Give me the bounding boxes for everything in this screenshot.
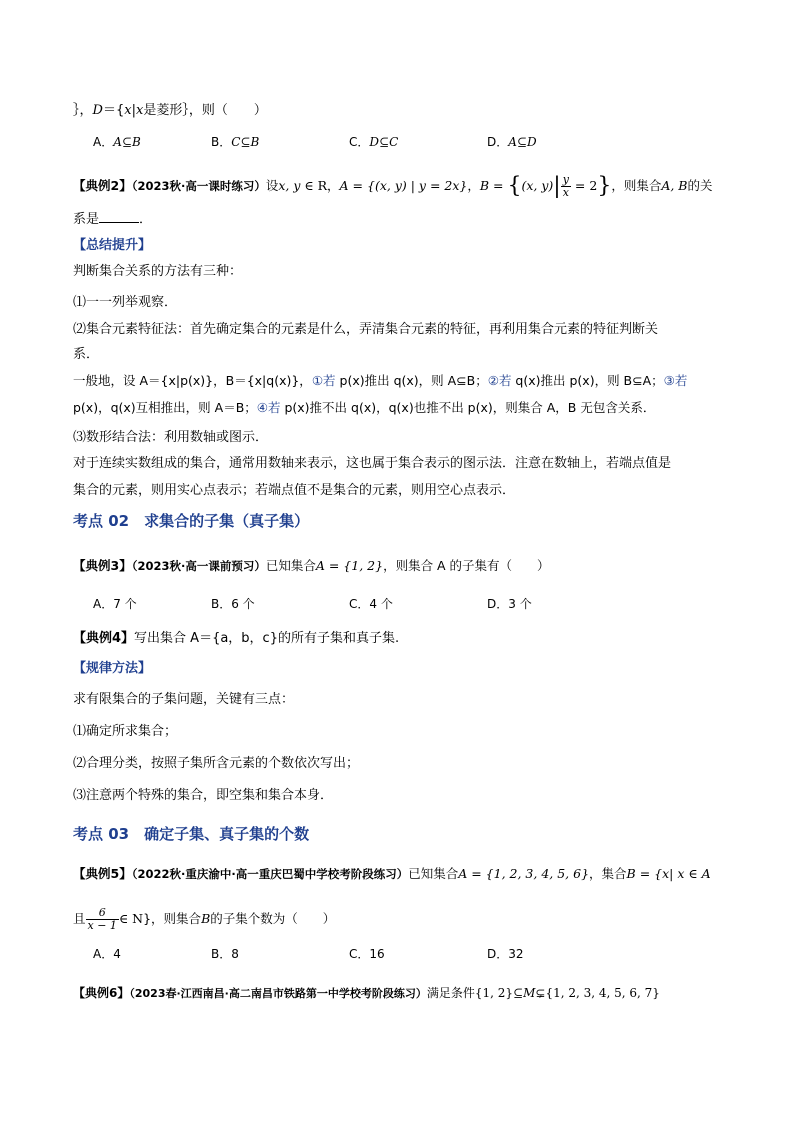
example-2 bbox=[73, 174, 713, 199]
text: p(x)推出 q(x)，则 A⊆B； bbox=[335, 373, 488, 388]
math-var: D bbox=[92, 103, 103, 118]
text: p(x)推不出 q(x)，q(x)也推不出 p(x)，则集合 A，B 无包含关系． bbox=[280, 400, 656, 415]
math-op: ⊆ bbox=[513, 986, 524, 1000]
math-var: D bbox=[526, 135, 537, 149]
example-tag: 【典例5】 bbox=[73, 866, 132, 881]
text: ②若 bbox=[487, 373, 512, 388]
text: 写出集合 A＝{a，b，c}的所有子集和真子集. bbox=[134, 631, 400, 646]
option-c[interactable]: C．16 bbox=[349, 947, 385, 961]
text: ． bbox=[139, 212, 153, 227]
math-op: ⊆ bbox=[121, 135, 132, 149]
option-label: D． bbox=[487, 135, 509, 149]
math-var: M bbox=[523, 986, 536, 1000]
example-source: （2023春·江西南昌·高二南昌市铁路第一中学校考阶段练习） bbox=[129, 987, 427, 1000]
text: 的子集个数为（ ） bbox=[210, 911, 336, 926]
example-2-line2 bbox=[73, 210, 152, 228]
math-expr: {1, 2} bbox=[474, 986, 514, 1000]
general-b bbox=[73, 400, 655, 416]
example-5 bbox=[73, 866, 711, 882]
example-source: （2022秋·重庆渝中·高一重庆巴蜀中学校考阶段练习） bbox=[131, 867, 409, 881]
method-1: ⑴一一列举观察． bbox=[73, 295, 178, 310]
option-b[interactable]: B．6 个 bbox=[211, 597, 255, 611]
text: | bbox=[131, 103, 136, 118]
example-tag: 【典例4】 bbox=[73, 631, 135, 646]
example-tag: 【典例3】 bbox=[73, 558, 132, 573]
math-var: B bbox=[250, 135, 260, 149]
rule-1: ⑴确定所求集合； bbox=[73, 724, 178, 739]
option-a[interactable] bbox=[93, 134, 141, 150]
text: 的关 bbox=[687, 178, 713, 193]
method-3: ⑶数形结合法：利用数轴或图示． bbox=[73, 430, 269, 445]
math-var: A bbox=[113, 135, 122, 149]
math-expr: A, B bbox=[661, 178, 688, 193]
option-d[interactable]: D．32 bbox=[487, 947, 524, 961]
bar: | bbox=[553, 173, 561, 199]
text: 已知集合 bbox=[408, 866, 459, 881]
math-op: ⊆ bbox=[379, 135, 390, 149]
option-label: B． bbox=[211, 135, 232, 149]
option-b[interactable]: B．8 bbox=[211, 947, 239, 961]
text: ， bbox=[467, 178, 480, 193]
example-5-line2 bbox=[73, 907, 335, 932]
option-c[interactable]: C．4 个 bbox=[349, 597, 393, 611]
math-var: D bbox=[369, 135, 380, 149]
text: 且 bbox=[73, 911, 86, 926]
right-brace: } bbox=[597, 173, 612, 199]
math-op: ⊆ bbox=[240, 135, 251, 149]
math-expr: (x, y) bbox=[521, 178, 554, 193]
text: ，集合 bbox=[589, 866, 627, 881]
left-brace: { bbox=[507, 173, 522, 199]
math-expr: ∈ R bbox=[300, 178, 328, 193]
method-2b: 系． bbox=[73, 347, 100, 362]
text: 设 bbox=[265, 178, 279, 193]
math-var: B bbox=[201, 911, 211, 926]
text: 已知集合 bbox=[265, 558, 316, 573]
option-b[interactable] bbox=[211, 134, 259, 150]
math-var: B bbox=[131, 135, 141, 149]
math-var: x bbox=[124, 103, 132, 118]
text: 一般地，设 A＝{x|p(x)}，B＝{x|q(x)}， bbox=[73, 373, 312, 388]
math-expr: ∈ N bbox=[118, 911, 144, 926]
general-a bbox=[73, 373, 687, 389]
math-expr: B = bbox=[479, 178, 508, 193]
math-expr: {1, 2, 3, 4, 5, 6, 7} bbox=[545, 986, 660, 1000]
option-a[interactable]: A．7 个 bbox=[93, 597, 137, 611]
number-line-b: 集合的元素，则用实心点表示；若端点值不是集合的元素，则用空心点表示． bbox=[73, 483, 516, 498]
rule-3: ⑶注意两个特殊的集合，即空集和集合本身． bbox=[73, 788, 334, 803]
math-op: ⊆ bbox=[516, 135, 527, 149]
math-expr: = 2 bbox=[570, 178, 598, 193]
math-var: C bbox=[231, 135, 241, 149]
section-heading-03: 考点 03 确定子集、真子集的个数 bbox=[73, 825, 310, 843]
summary-intro: 判断集合关系的方法有三种： bbox=[73, 264, 243, 279]
text: 系是 bbox=[73, 212, 100, 227]
fraction: $\frac{y}{x}$ bbox=[562, 173, 569, 199]
rule-intro: 求有限集合的子集问题，关键有三点： bbox=[73, 692, 295, 707]
text: ①若 bbox=[311, 373, 336, 388]
math-var: C bbox=[389, 135, 399, 149]
text: 满足条件 bbox=[426, 986, 475, 1000]
question-1-stem bbox=[73, 103, 267, 119]
answer-blank[interactable] bbox=[99, 210, 139, 223]
example-3 bbox=[73, 558, 550, 574]
math-expr: A = {1, 2} bbox=[315, 558, 384, 573]
text: p(x)，q(x)互相推出，则 A＝B； bbox=[73, 400, 257, 415]
option-d[interactable] bbox=[487, 134, 537, 150]
fraction: $\frac{6}{x - 1}$ bbox=[87, 906, 117, 932]
example-4 bbox=[73, 631, 399, 647]
option-c[interactable] bbox=[349, 134, 398, 150]
example-source: （2023秋·高一课前预习） bbox=[131, 559, 266, 573]
example-tag: 【典例6】 bbox=[73, 986, 130, 1000]
option-d[interactable]: D．3 个 bbox=[487, 597, 532, 611]
summary-title: 【总结提升】 bbox=[73, 238, 152, 253]
example-source: （2023秋·高一课时练习） bbox=[131, 179, 266, 193]
math-expr: x, y bbox=[278, 178, 301, 193]
text: ，则集合 bbox=[611, 178, 662, 193]
text: }，则集合 bbox=[143, 911, 202, 926]
text: ＝{ bbox=[102, 103, 125, 118]
math-expr: B = {x| x ∈ A bbox=[626, 866, 711, 881]
option-label: A． bbox=[93, 135, 114, 149]
text: ③若 bbox=[663, 373, 688, 388]
rule-2: ⑵合理分类，按照子集所含元素的个数依次写出； bbox=[73, 756, 360, 771]
math-var: x bbox=[135, 103, 144, 118]
rule-title: 【规律方法】 bbox=[73, 661, 152, 676]
text: q(x)推出 p(x)，则 B⊆A； bbox=[511, 373, 664, 388]
math-expr: A = {(x, y) | y = 2x} bbox=[339, 178, 468, 193]
method-2a: ⑵集合元素特征法：首先确定集合的元素是什么，弄清集合元素的特征，再利用集合元素的特征判断关 bbox=[73, 322, 659, 337]
math-op: ⊊ bbox=[535, 986, 546, 1000]
number-line-a: 对于连续实数组成的集合，通常用数轴来表示，这也属于集合表示的图示法．注意在数轴上，若端点值是 bbox=[73, 456, 672, 471]
text: 是菱形｝，则（ ） bbox=[143, 103, 267, 118]
section-heading-02: 考点 02 求集合的子集（真子集） bbox=[73, 512, 310, 530]
text: ，则集合 A 的子集有（ ） bbox=[383, 558, 550, 573]
text: ④若 bbox=[256, 400, 281, 415]
text: ｝， bbox=[73, 103, 93, 118]
math-expr: A = {1, 2, 3, 4, 5, 6} bbox=[458, 866, 590, 881]
text: ， bbox=[327, 178, 340, 193]
example-6 bbox=[73, 985, 660, 1002]
example-tag: 【典例2】 bbox=[73, 178, 132, 193]
option-a[interactable]: A．4 bbox=[93, 947, 121, 961]
math-var: A bbox=[508, 135, 517, 149]
option-label: C． bbox=[349, 135, 370, 149]
